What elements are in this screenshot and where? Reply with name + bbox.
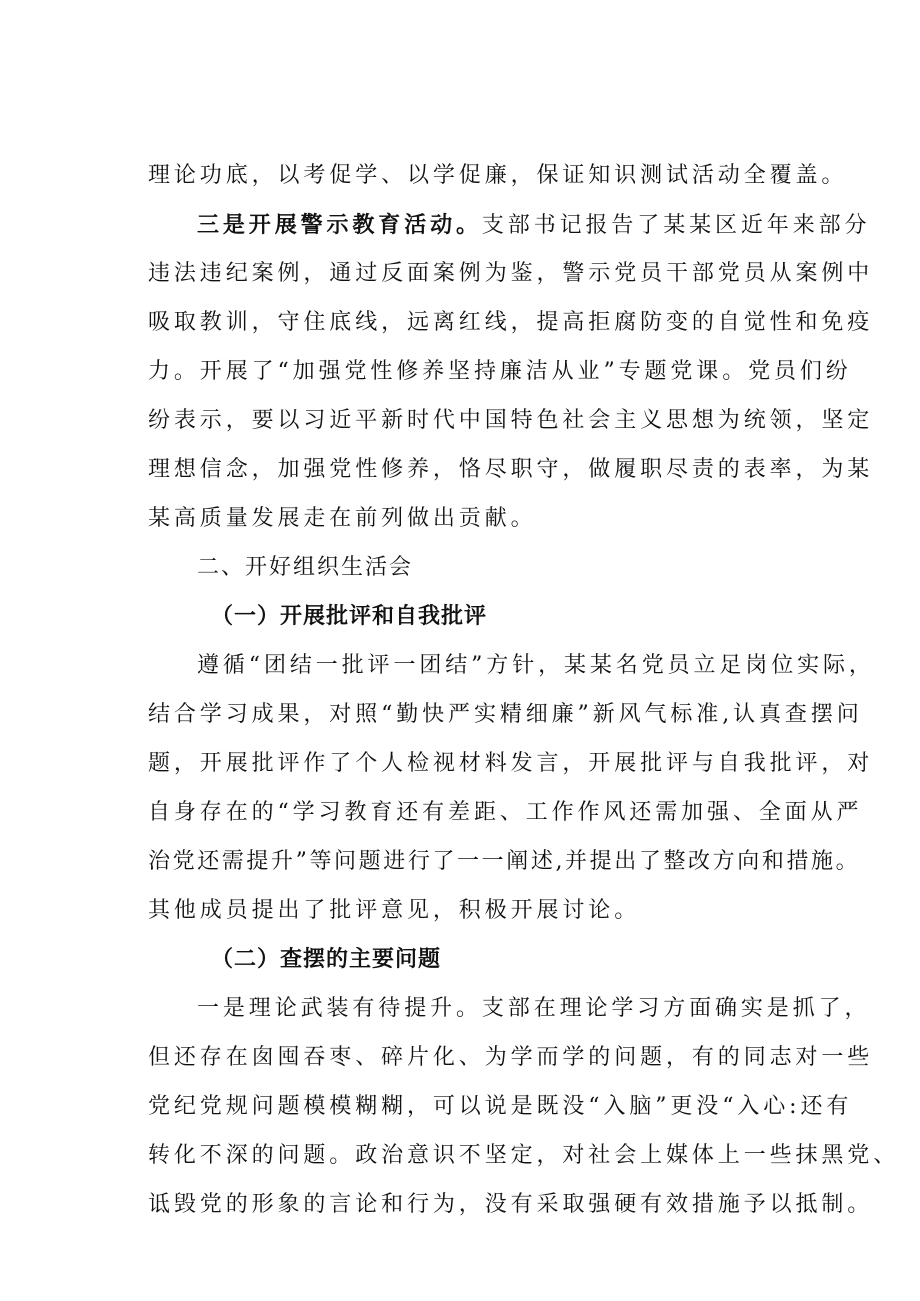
paragraph-line: 自身存在的“学习教育还有差距、工作作风还需加强、全面从严: [148, 800, 863, 825]
paragraph-line: 某高质量发展走在前列做出贡献。: [148, 506, 537, 531]
paragraph-line: 理想信念，加强党性修养，恪尽职守，做履职尽责的表率，为某: [148, 457, 874, 482]
subsection-heading: （一）开展批评和自我批评: [211, 604, 488, 629]
paragraph-line: 吸取教训，守住底线，远离红线，提高拒腐防变的自觉性和免疫: [148, 310, 874, 335]
paragraph-line: 违法违纪案例，通过反面案例为鉴，警示党员干部党员从案例中: [148, 261, 874, 286]
paragraph-line: 诋毁党的形象的言论和行为，没有采取强硬有效措施予以抵制。: [148, 1192, 874, 1217]
paragraph-line: 遵循“团结一批评一团结”方针，某某名党员立足岗位实际，: [197, 653, 875, 678]
paragraph-line: 党纪党规问题模模糊糊，可以说是既没“入脑”更没“入心:还有: [148, 1094, 853, 1119]
paragraph-line: 一是理论武装有待提升。支部在理论学习方面确实是抓了，: [197, 996, 871, 1021]
paragraph-text: 支部书记报告了某某区近年来部分: [481, 213, 871, 238]
paragraph-line: 理论功底，以考促学、以学促廉，保证知识测试活动全覆盖。: [148, 163, 848, 188]
section-heading: 二、开好组织生活会: [197, 555, 414, 580]
paragraph-line: 结合学习成果，对照“勤快严实精细廉”新风气标准,认真查摆问: [148, 702, 863, 727]
subsection-heading: （二）查摆的主要问题: [211, 947, 442, 972]
paragraph-lead: 三是开展警示教育活动。: [197, 212, 482, 238]
paragraph-line: 治党还需提升”等问题进行了一一阐述,并提出了整改方向和措施。: [148, 849, 861, 874]
paragraph-line: 纷表示，要以习近平新时代中国特色社会主义思想为统领，坚定: [148, 408, 874, 433]
paragraph-line: 但还存在囱囤吞枣、碎片化、为学而学的问题，有的同志对一些: [148, 1045, 874, 1070]
paragraph-line: [197, 211, 870, 240]
paragraph-line: 题，开展批评作了个人检视材料发言，开展批评与自我批评，对: [148, 751, 874, 776]
paragraph-line: 力。开展了“加强党性修养坚持廉洁从业”专题党课。党员们纷: [148, 359, 852, 384]
paragraph-line: 转化不深的问题。政治意识不坚定，对社会上媒体上一些抹黑党、: [148, 1143, 900, 1168]
paragraph-line: 其他成员提出了批评意见，积极开展讨论。: [148, 898, 641, 923]
